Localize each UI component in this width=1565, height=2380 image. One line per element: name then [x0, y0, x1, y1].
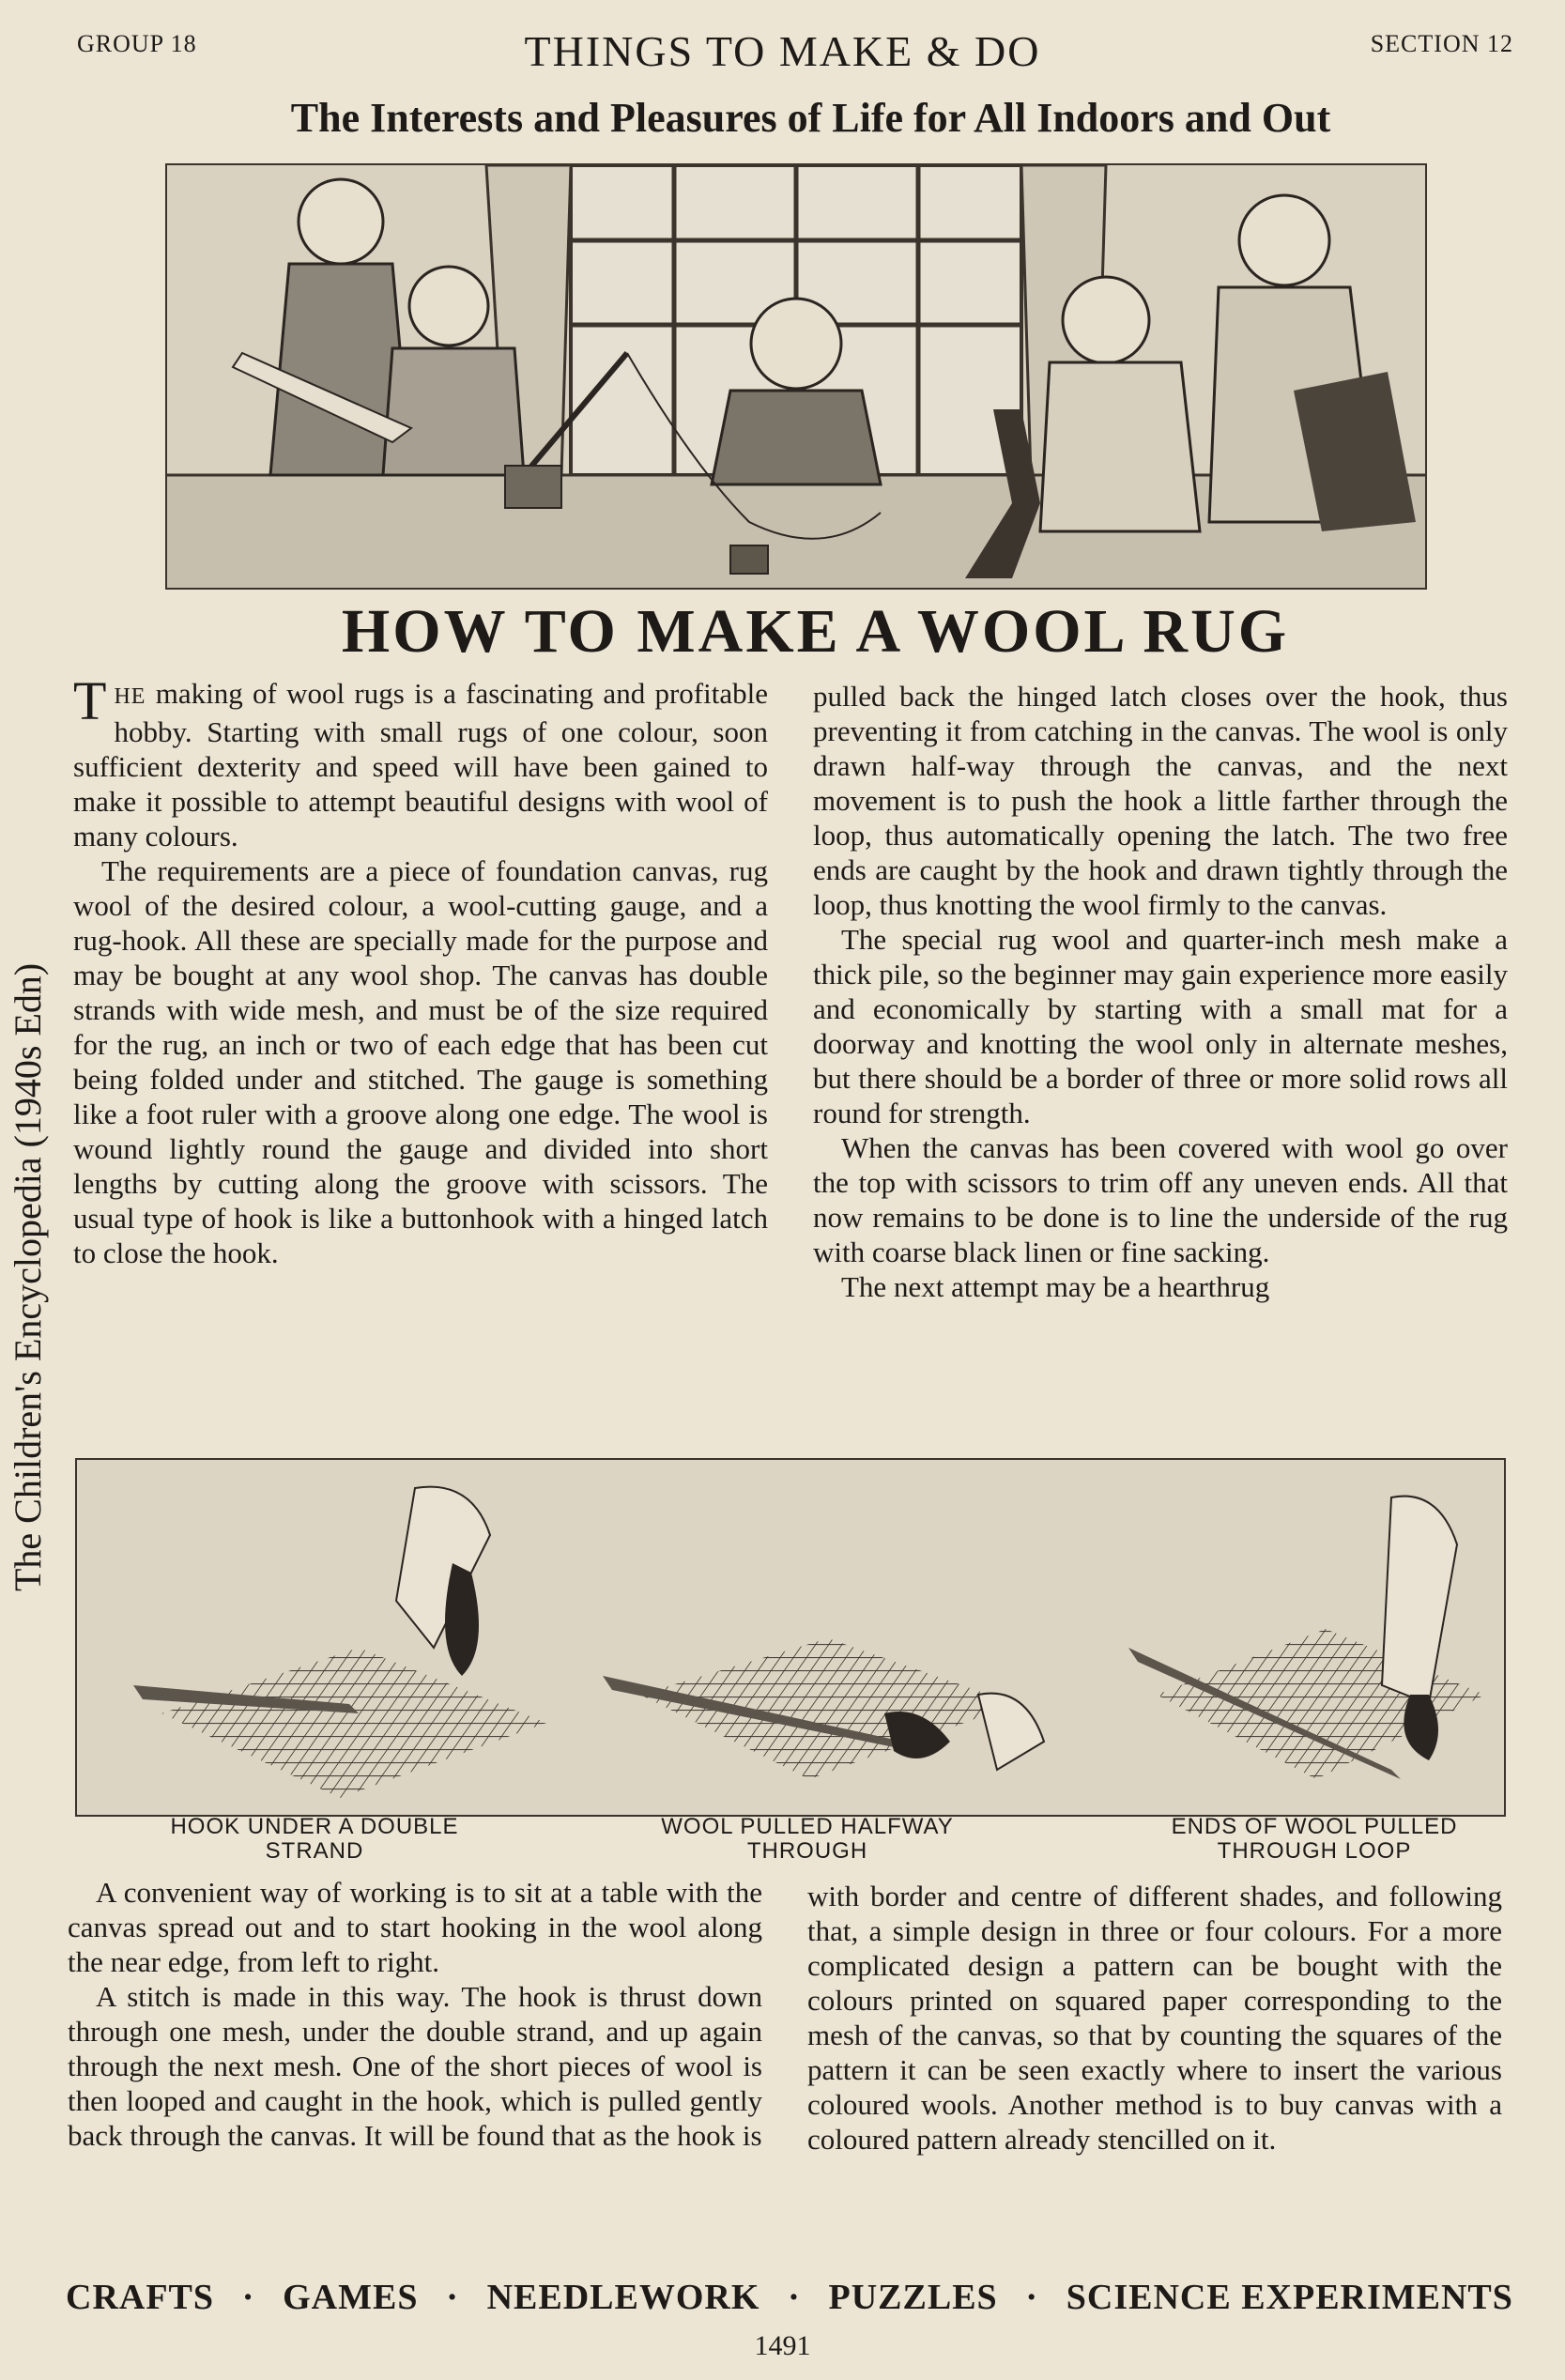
group-label: GROUP 18: [77, 30, 197, 57]
column-2: [813, 679, 1508, 1304]
lead-smallcaps: HE: [114, 684, 146, 709]
rug-hook-diagram-drawing: [77, 1460, 1504, 1815]
spine-label: The Children's Encyclopedia (1940s Edn): [7, 962, 49, 1591]
figure-caption: WOOL PULLED HALFWAY THROUGH: [661, 1814, 954, 1864]
drop-cap: T: [73, 670, 107, 731]
column-3: [68, 1875, 762, 2153]
paragraph: [73, 670, 768, 853]
children-illustration: [165, 163, 1427, 590]
section-label: SECTION 12: [1370, 30, 1513, 57]
footer-topic: GAMES: [283, 2278, 419, 2317]
paragraph: The next attempt may be a hearthrug: [841, 1270, 1270, 1303]
paragraph: A stitch is made in this way. The hook is thrust down through one mesh, under the double strand, and up again through the next mesh. One of the short pieces of wool is then looped and caught in the hook, which is pulled gently back through the canvas. It will be found that as the hook is: [68, 1980, 762, 2152]
page-number: 1491: [754, 2330, 811, 2361]
footer-topic: SCIENCE EXPERIMENTS: [1066, 2278, 1513, 2317]
paragraph: The requirements are a piece of foundation canvas, rug wool of the desired colour, a wool-cutting gauge, and a rug-hook. All these are specially made for the purpose and may be bought at any wool shop. The canvas has double strands with wide mesh, and must be of the size required for the rug, an inch or two of each edge that has been cut being folded under and stitched. The gauge is something like a foot ruler with a groove along one edge. The wool is wound lightly round the gauge and divided into short lengths by cutting along the groove with scissors. The usual type of hook is like a buttonhook with a hinged latch to close the hook.: [73, 854, 768, 1269]
footer-separator: ·: [446, 2278, 459, 2317]
children-illustration-drawing: [167, 165, 1425, 588]
rug-hook-diagram: [75, 1458, 1506, 1817]
paragraph: with border and centre of different shades, and following that, a simple design in three or four colours. For a more complicated design a pattern can be bought with the colours printed on squared paper corresponding to the mesh of the canvas, so that by counting the squares of the pattern it can be seen exactly where to insert the various coloured wools. Another method is to buy canvas with a coloured pattern already stencilled on it.: [807, 1880, 1502, 2156]
footer-separator: ·: [788, 2278, 801, 2317]
footer-topic: NEEDLEWORK: [486, 2278, 760, 2317]
section-heading: THINGS TO MAKE & DO: [524, 27, 1041, 75]
article-title: HOW TO MAKE A WOOL RUG: [341, 597, 1290, 666]
figure-caption: HOOK UNDER A DOUBLE STRAND: [170, 1814, 459, 1864]
footer-topics: [66, 2277, 1513, 2318]
paragraph: When the canvas has been covered with wool go over the top with scissors to trim off any uneven ends. All that now remains to be done is to line the underside of the rug with coarse black linen or fine sacking.: [813, 1131, 1508, 1268]
footer-topic: CRAFTS: [66, 2278, 215, 2317]
page-subtitle: The Interests and Pleasures of Life for All Indoors and Out: [290, 95, 1331, 141]
paragraph: The special rug wool and quarter-inch mesh make a thick pile, so the beginner may gain experience more easily and economically by starting with a small mat for a doorway and knotting the wool only in alternate meshes, but there should be a border of three or more solid rows all round for strength.: [813, 923, 1508, 1129]
footer-separator: ·: [1025, 2278, 1039, 2317]
footer-separator: ·: [241, 2278, 255, 2317]
paragraph-text: making of wool rugs is a fascinating and profitable hobby. Starting with small rugs of one colour, soon sufficient dexterity and speed will have been gained to make it possible to attempt beautiful designs with wool of many colours.: [73, 677, 768, 852]
figure-caption: ENDS OF WOOL PULLED THROUGH LOOP: [1171, 1814, 1458, 1864]
paragraph: A convenient way of working is to sit at a table with the canvas spread out and to start hooking in the wool along the near edge, from left to right.: [68, 1876, 762, 1978]
column-1: [73, 670, 768, 1270]
footer-topic: PUZZLES: [828, 2278, 998, 2317]
paragraph: pulled back the hinged latch closes over the hook, thus preventing it from catching in the canvas. The wool is only drawn half-way through the canvas, and the next movement is to push the hook a little farther through the loop, thus automatically opening the latch. The two free ends are caught by the hook and drawn tightly through the loop, thus knotting the wool firmly to the canvas.: [813, 680, 1508, 921]
column-4: [807, 1879, 1502, 2157]
